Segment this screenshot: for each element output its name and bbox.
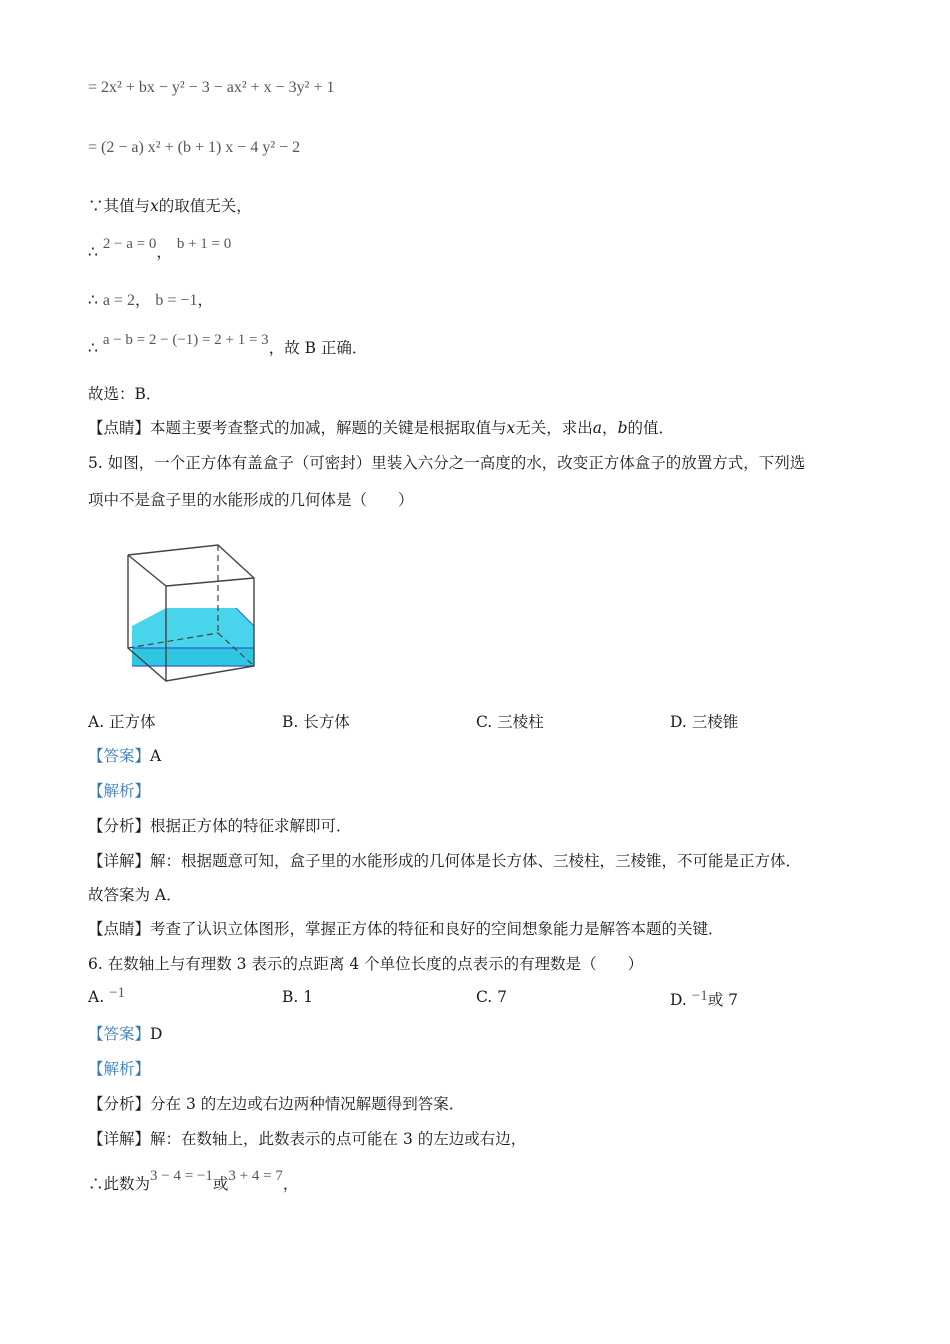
answer-value: D xyxy=(150,1025,163,1043)
q5-stem-line-2: 项中不是盒子里的水能形成的几何体是（ ） xyxy=(88,491,414,509)
cube-figure xyxy=(118,535,264,685)
q5-answer xyxy=(88,746,161,766)
comment-var-b: b xyxy=(617,419,628,437)
because-text: ∵其值与 xyxy=(88,197,151,215)
comment-text: 本题主要考查整式的加减，解题的关键是根据取值与 xyxy=(150,419,507,437)
water-front-face xyxy=(132,648,254,666)
q5-analysis-tag: 【解析】 xyxy=(88,782,151,800)
equation-3-minus-4: 3 − 4 = −1 xyxy=(150,1168,213,1184)
q5-xiangjie xyxy=(88,851,801,871)
q5-option-a: A. 正方体 xyxy=(88,713,156,731)
water-body xyxy=(132,608,254,648)
comment-var-a: a xyxy=(592,419,603,437)
option-label: D. xyxy=(670,991,687,1009)
xiangjie-tag: 【详解】 xyxy=(88,852,151,870)
q6-option-d xyxy=(670,988,738,1010)
q5-option-b: B. 长方体 xyxy=(282,713,350,731)
therefore-mark: ∴ xyxy=(88,243,98,261)
option-rest: 或 7 xyxy=(707,991,739,1009)
separator: ， xyxy=(156,243,172,261)
final-end: ， xyxy=(282,1175,299,1193)
q5-stem-line-1: 5. 如图，一个正方体有盖盒子（可密封）里装入六分之一高度的水，改变正方体盒子的放置方式，下列选 xyxy=(88,454,806,472)
q5-fenxi xyxy=(88,816,352,836)
fenxi-tag: 【分析】 xyxy=(88,817,151,835)
equation-2-minus-a: 2 − a = 0 xyxy=(102,236,157,252)
choice-line: 故选：B． xyxy=(88,385,162,403)
comment-text-2: 无关，求出 xyxy=(515,419,593,437)
equation-line-2: = (2 − a) x² + (b + 1) x − 4 y² − 2 xyxy=(88,139,301,156)
q6-option-c: C. 7 xyxy=(476,988,508,1006)
dianjing-tag: 【点睛】 xyxy=(88,920,151,938)
separator: ， xyxy=(134,291,151,309)
q5-conclusion: 故答案为 A． xyxy=(88,886,182,904)
comment-tag: 【点睛】 xyxy=(88,419,151,437)
q6-answer xyxy=(88,1024,162,1044)
answer-tag: 【答案】 xyxy=(88,1025,151,1043)
comment-line xyxy=(88,418,674,438)
answer-tag: 【答案】 xyxy=(88,747,151,765)
q6-fenxi xyxy=(88,1094,464,1114)
q6-option-b: B. 1 xyxy=(282,988,314,1006)
final-prefix: ∴此数为 xyxy=(88,1175,151,1193)
q6-stem: 6. 在数轴上与有理数 3 表示的点距离 4 个单位长度的点表示的有理数是（ ） xyxy=(88,955,644,973)
xiangjie-text: 解：在数轴上，此数表示的点可能在 3 的左边或右边， xyxy=(150,1130,527,1148)
fenxi-text: 根据正方体的特征求解即可． xyxy=(150,817,352,835)
therefore-line-2 xyxy=(88,290,213,311)
comment-text-4: 的值． xyxy=(627,419,675,437)
therefore-mark: ∴ xyxy=(88,339,98,357)
option-value: −1 xyxy=(691,988,708,1004)
cube-edge xyxy=(128,555,166,586)
q6-analysis-tag: 【解析】 xyxy=(88,1060,151,1078)
because-line xyxy=(88,196,252,216)
equation-line-1: = 2x² + bx − y² − 3 − ax² + x − 3y² + 1 xyxy=(88,79,335,96)
q6-option-a xyxy=(88,985,126,1007)
final-or: 或 xyxy=(212,1175,229,1193)
equation-b-plus-1: b + 1 = 0 xyxy=(176,236,232,252)
q5-dianjing xyxy=(88,919,724,939)
q5-option-d: D. 三棱锥 xyxy=(670,713,739,731)
because-var: x xyxy=(150,197,159,215)
answer-value: A xyxy=(150,747,162,765)
option-value: −1 xyxy=(109,985,126,1001)
cube-edge xyxy=(166,578,254,586)
therefore-line-1 xyxy=(88,236,232,263)
equation-a-value: a = 2 xyxy=(102,292,135,309)
fenxi-tag: 【分析】 xyxy=(88,1095,151,1113)
fenxi-text: 分在 3 的左边或右边两种情况解题得到答案． xyxy=(150,1095,465,1113)
dianjing-text: 考查了认识立体图形，掌握正方体的特征和良好的空间想象能力是解答本题的关键． xyxy=(150,920,724,938)
equation-b-value: b = −1 xyxy=(155,292,198,309)
therefore-mark: ∴ xyxy=(88,291,98,309)
comment-text-3: ， xyxy=(602,419,618,437)
xiangjie-text: 解：根据题意可知，盒子里的水能形成的几何体是长方体、三棱柱，三棱锥，不可能是正方体． xyxy=(150,852,802,870)
comment-var-x: x xyxy=(506,419,516,437)
xiangjie-tag: 【详解】 xyxy=(88,1130,151,1148)
q6-final-line xyxy=(88,1168,299,1195)
equation-3-plus-4: 3 + 4 = 7 xyxy=(228,1168,283,1184)
therefore-line-3 xyxy=(88,332,368,359)
option-label: A. xyxy=(88,988,105,1006)
equation-a-minus-b: a − b = 2 − (−1) = 2 + 1 = 3 xyxy=(102,332,269,348)
conclusion-text: ，故 B 正确． xyxy=(268,339,368,357)
line-end: ， xyxy=(197,291,213,309)
q6-xiangjie xyxy=(88,1129,526,1149)
q5-option-c: C. 三棱柱 xyxy=(476,713,544,731)
because-rest: 的取值无关， xyxy=(158,197,252,215)
